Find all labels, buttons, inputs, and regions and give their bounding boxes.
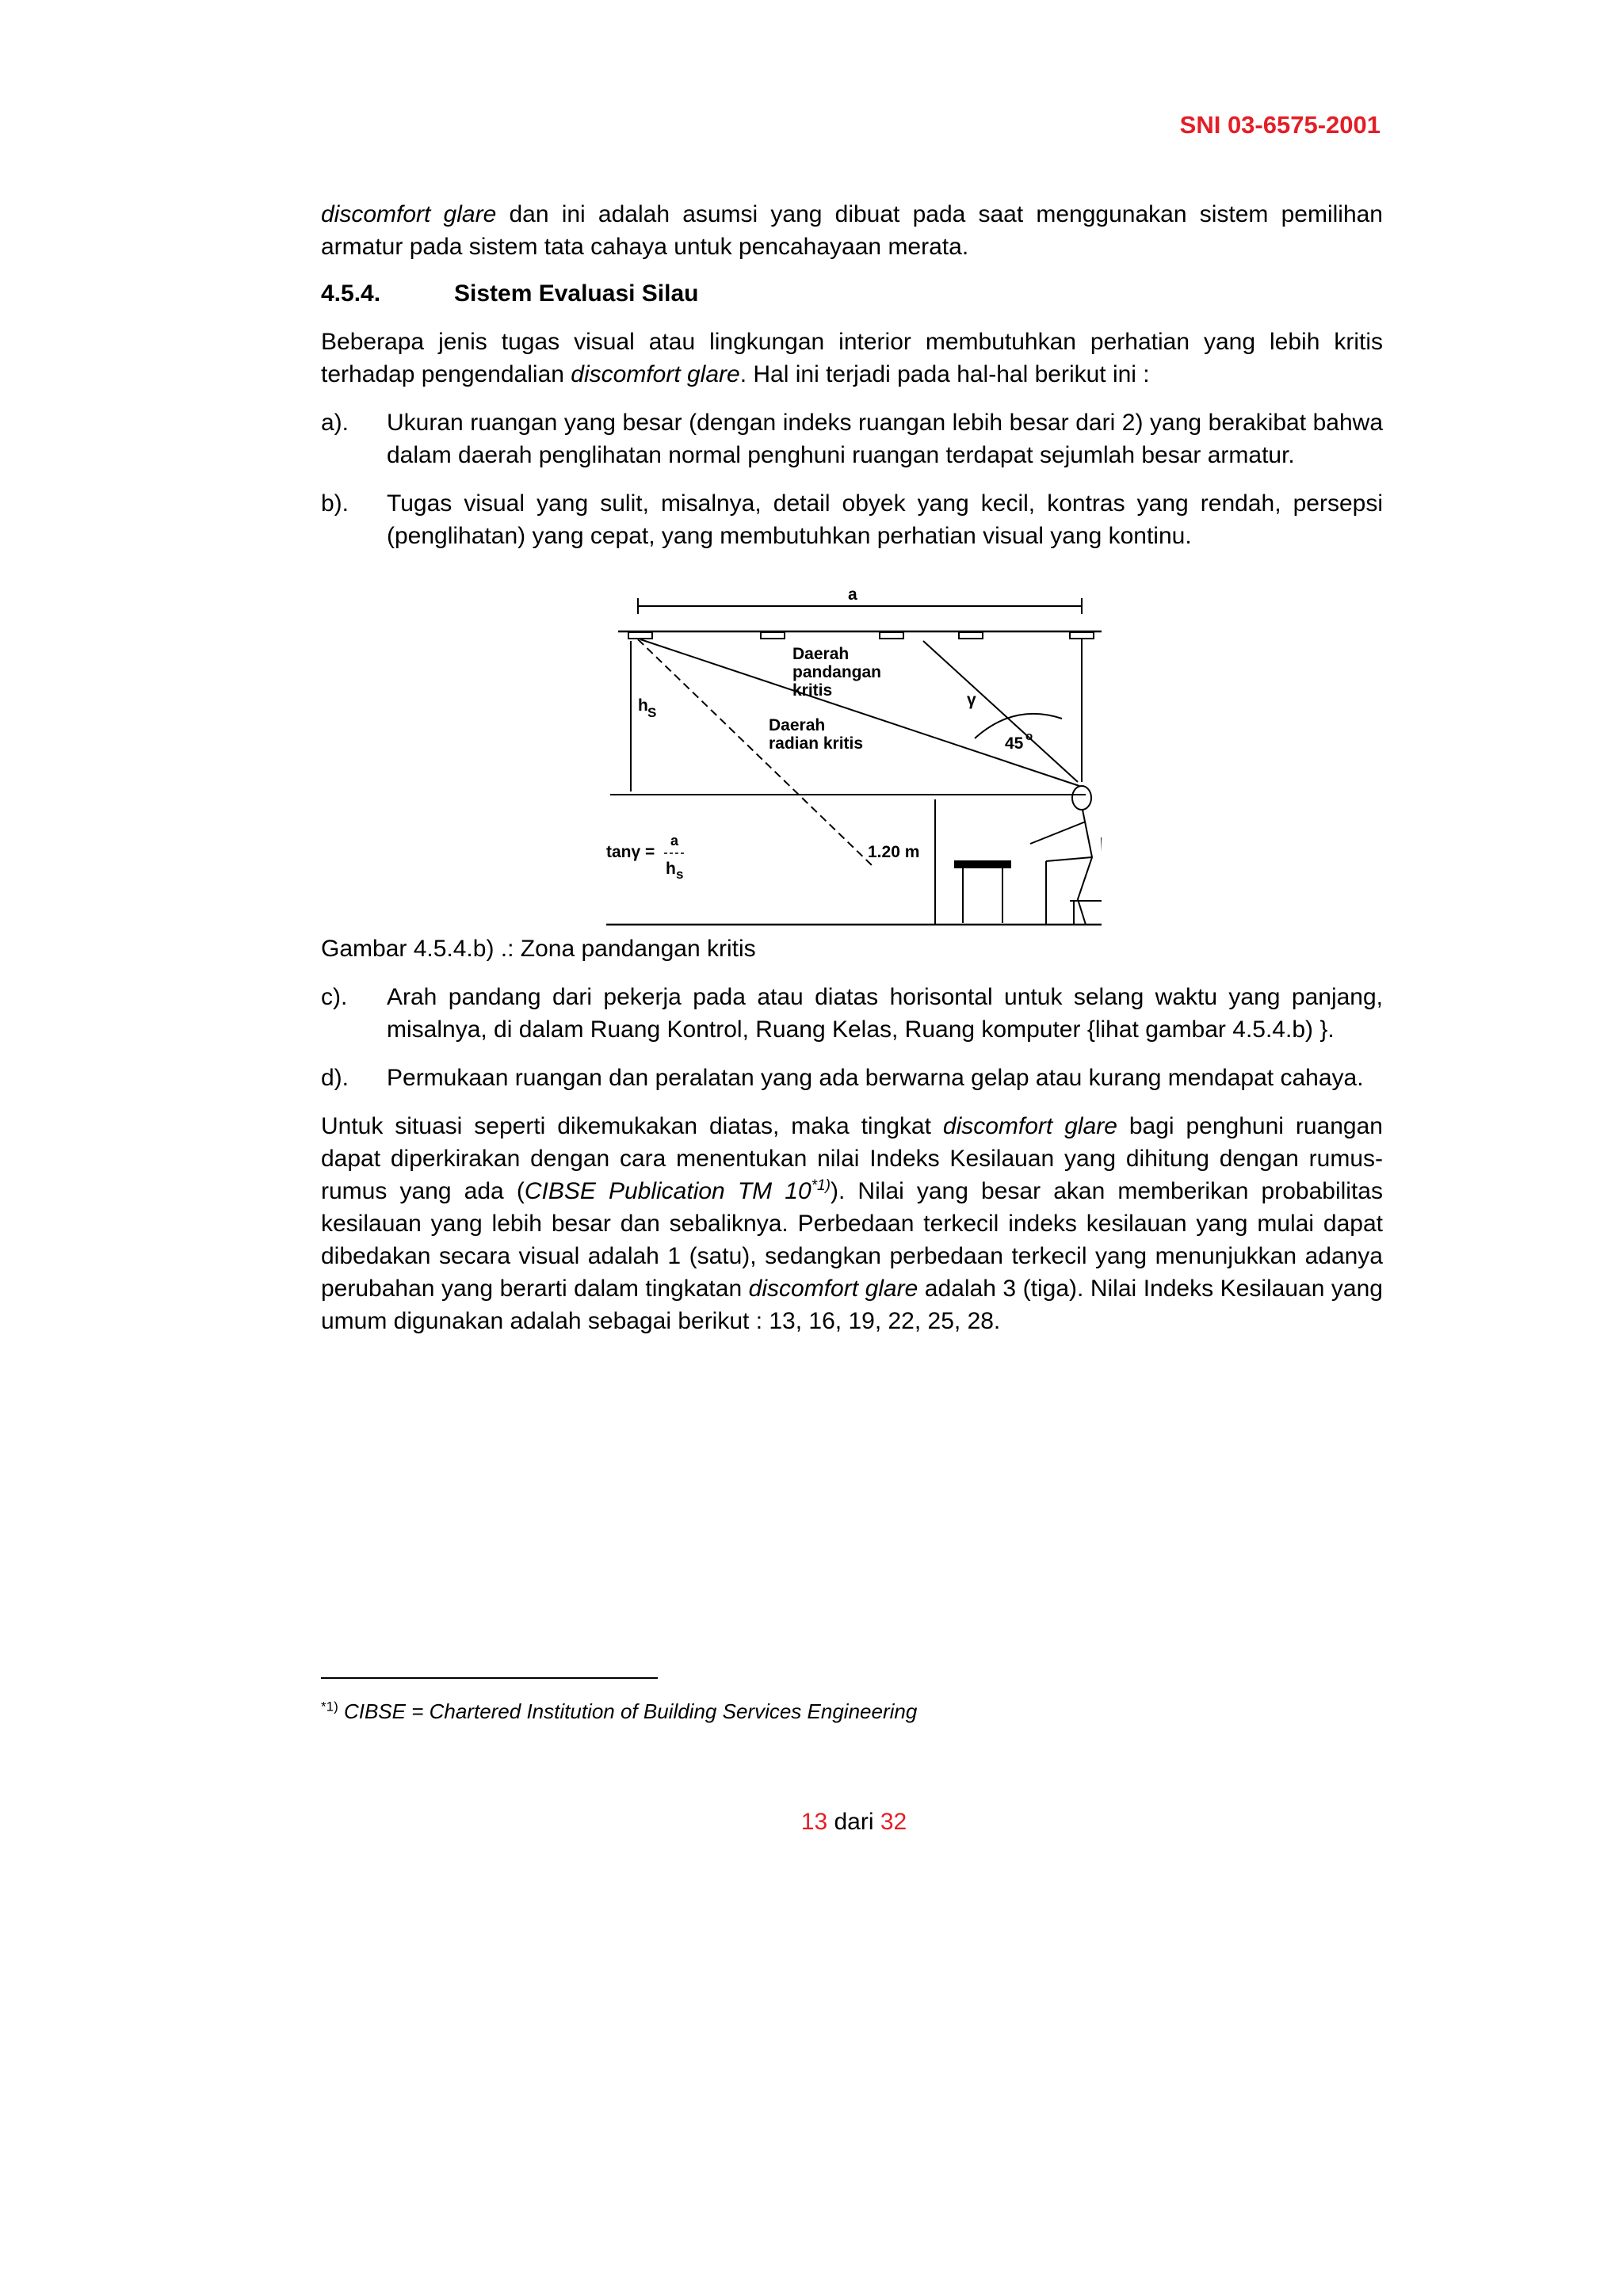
label-degree: o bbox=[1025, 730, 1033, 743]
page-content bbox=[321, 198, 1383, 1337]
label-daerah-pandangan-1: Daerah bbox=[792, 645, 850, 663]
label-frac-den: h bbox=[666, 860, 676, 878]
person-body bbox=[1030, 810, 1092, 925]
list-text: Ukuran ruangan yang besar (dengan indeks ruangan lebih besar dari 2) yang berakibat bahwa dalam daerah penglihatan normal penghuni ruangan terdapat sejumlah besar armatur. bbox=[387, 410, 1383, 468]
sight-line-45 bbox=[923, 641, 1078, 782]
label-hs-sub: S bbox=[647, 705, 657, 720]
desk bbox=[955, 861, 1010, 868]
label-a: a bbox=[848, 585, 857, 604]
list-text: Tugas visual yang sulit, misalnya, detail obyek yang kecil, kontras yang rendah, persepsi (penglihatan) yang cepat, yang membutuhkan perhatian visual yang kontinu. bbox=[387, 490, 1383, 549]
luminaire bbox=[1070, 632, 1094, 639]
label-daerah-radian-2: radian kritis bbox=[769, 734, 864, 753]
list-item-d bbox=[321, 1062, 1383, 1094]
label-gamma: γ bbox=[967, 691, 976, 709]
figure-diagram bbox=[602, 584, 1102, 933]
footnote bbox=[321, 1699, 917, 1724]
label-daerah-pandangan-2: pandangan bbox=[792, 663, 882, 681]
page-current: 13 bbox=[800, 1809, 828, 1835]
list-item-a bbox=[321, 406, 1383, 471]
label-hs: h bbox=[638, 696, 648, 715]
section-number: 4.5.4. bbox=[321, 280, 381, 307]
label-tan: tanγ = bbox=[606, 843, 655, 861]
luminaire bbox=[880, 632, 903, 639]
luminaire bbox=[761, 632, 785, 639]
label-frac-den-sub: s bbox=[676, 867, 684, 882]
list-text: Arah pandang dari pekerja pada atau diatas horisontal untuk selang waktu yang panjang, misalnya, di dalam Ruang Kontrol, Ruang Kelas, Ruang komputer {lihat gambar 4.5.4.b) }. bbox=[387, 984, 1383, 1043]
list-marker: b). bbox=[321, 490, 349, 517]
page-total: 32 bbox=[880, 1809, 907, 1835]
paragraph-2: Untuk situasi seperti dikemukakan diatas, maka tingkat discomfort glare bagi penghuni ruangan dapat diperkirakan dengan cara menentukan nilai Indeks Kesilauan yang dihitung dengan rumus-rumus yang ada (CIBSE Publication TM 10$^{*1)}$). Nilai yang besar akan memberikan probabilitas kesilauan yang lebih besar dan sebaliknya. Perbedaan terkecil indeks kesilauan yang mulai dapat dibedakan secara visual adalah 1 (satu), sedangkan perbedaan terkecil yang menunjukkan adanya perubahan yang berarti dalam tingkatan discomfort glare adalah 3 (tiga). Nilai Indeks Kesilauan yang umum digunakan adalah sebagai berikut : 13, 16, 19, 22, 25, 28. bbox=[321, 1113, 1383, 1334]
label-45: 45 bbox=[1005, 734, 1024, 753]
label-height: 1.20 m bbox=[868, 843, 920, 861]
chair bbox=[1070, 837, 1102, 925]
label-daerah-pandangan-3: kritis bbox=[792, 681, 833, 700]
sight-line bbox=[640, 639, 1079, 786]
page-separator: dari bbox=[827, 1809, 880, 1835]
list-marker: c). bbox=[321, 984, 348, 1010]
intro-paragraph: discomfort glare dan ini adalah asumsi yang dibuat pada saat menggunakan sistem pemilihan armatur pada sistem tata cahaya untuk pencahayaan merata. bbox=[321, 201, 1383, 260]
section-title: Sistem Evaluasi Silau bbox=[454, 280, 699, 307]
list-text: Permukaan ruangan dan peralatan yang ada berwarna gelap atau kurang mendapat cahaya. bbox=[387, 1065, 1364, 1091]
list-marker: a). bbox=[321, 410, 349, 436]
label-daerah-radian-1: Daerah bbox=[769, 716, 826, 734]
footnote-text: CIBSE = Chartered Institution of Building Services Engineering bbox=[338, 1699, 918, 1723]
document-code: SNI 03-6575-2001 bbox=[1179, 111, 1381, 139]
label-frac-num: a bbox=[670, 833, 679, 849]
list-marker: d). bbox=[321, 1065, 349, 1091]
figure-critical-view-zone bbox=[602, 584, 1102, 933]
footnote-reference: *1) bbox=[811, 1177, 831, 1194]
luminaire bbox=[628, 632, 652, 639]
figure-caption: Gambar 4.5.4.b) .: Zona pandangan kritis bbox=[321, 936, 756, 962]
page-number bbox=[0, 1809, 1623, 1836]
section-heading bbox=[321, 277, 1383, 310]
list-item-b bbox=[321, 487, 1383, 552]
paragraph-1: Beberapa jenis tugas visual atau lingkungan interior membutuhkan perhatian yang lebih kritis terhadap pengendalian discomfort glare. Hal ini terjadi pada hal-hal berikut ini : bbox=[321, 329, 1383, 387]
list-item-c bbox=[321, 981, 1383, 1046]
footnote-divider bbox=[321, 1677, 658, 1679]
person-head bbox=[1072, 786, 1091, 810]
footnote-mark: *1) bbox=[321, 1699, 338, 1714]
luminaire bbox=[959, 632, 983, 639]
